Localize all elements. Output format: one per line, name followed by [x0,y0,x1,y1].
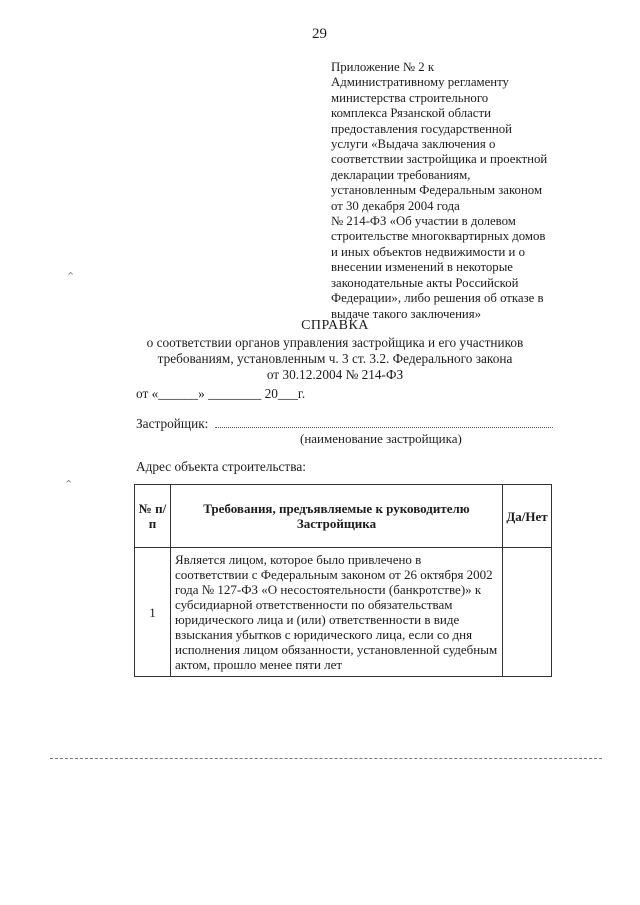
document-title: СПРАВКА [301,318,369,333]
row-num: 1 [135,548,171,677]
appendix-line: № 214-ФЗ «Об участии в долевом [331,214,516,229]
appendix-line: услуги «Выдача заключения о [331,137,496,152]
appendix-line: комплекса Рязанской области [331,106,491,121]
header-requirement: Требования, предъявляемые к руководителю Застройщика [171,485,503,548]
subtitle-line: требованиям, установленным ч. 3 ст. 3.2. Федерального закона [157,351,513,366]
appendix-line: и иных объектов недвижимости и о [331,244,525,259]
appendix-line: строительстве многоквартирных домов [331,229,546,244]
appendix-line: Федерации», либо решения об отказе в [331,291,544,306]
date-field[interactable]: от «______» ________ 20___г. [136,386,306,401]
page-number: 29 [312,26,327,42]
footer-divider [50,758,602,759]
appendix-line: соответствии застройщика и проектной [331,152,548,167]
appendix-line: выдаче такого заключения» [331,306,482,321]
table-row [135,548,552,677]
builder-caption: (наименование застройщика) [300,431,462,446]
scan-mark: ⌃ [66,271,76,283]
address-label: Адрес объекта строительства: [136,459,306,474]
header-yes-no: Да/Нет [503,485,552,548]
table-header-row [135,485,552,548]
appendix-note [331,60,561,322]
subtitle-line: от 30.12.2004 № 214-ФЗ [266,367,404,382]
appendix-line: внесении изменений в некоторые [331,260,513,275]
document-subtitle [130,335,540,383]
appendix-line: декларации требованиям, [331,167,471,182]
appendix-line: законодательные акты Российской [331,275,519,290]
header-num: № п/п [135,485,171,548]
appendix-line: от 30 декабря 2004 года [331,198,460,213]
builder-name-field[interactable] [215,427,553,428]
appendix-line: Приложение № 2 к [331,60,435,74]
subtitle-line: о соответствии органов управления застройщика и его участников [146,335,524,350]
appendix-line: установленным Федеральным законом [331,183,543,198]
scan-mark: ⌃ [64,479,74,491]
appendix-line: предоставления государственной [331,121,513,136]
row-requirement-text: Является лицом, которое было привлечено в соответствии с Федеральным законом от 26 октября 2002 года № 127-ФЗ «О несостоятельности (банкротстве)» к субсидиарной ответственности по обязательствам юридического лица и (или) ответственности в виде взыскания убытков с юридического лица, если со дня исполнения лицом обязанности, установленной судебным актом, прошло менее пяти лет [171,548,503,677]
row-answer-cell[interactable] [503,548,552,677]
builder-label: Застройщик: [136,416,209,431]
appendix-line: Административному регламенту [331,75,509,90]
requirements-table [134,484,552,677]
appendix-line: министерства строительного [331,90,489,105]
